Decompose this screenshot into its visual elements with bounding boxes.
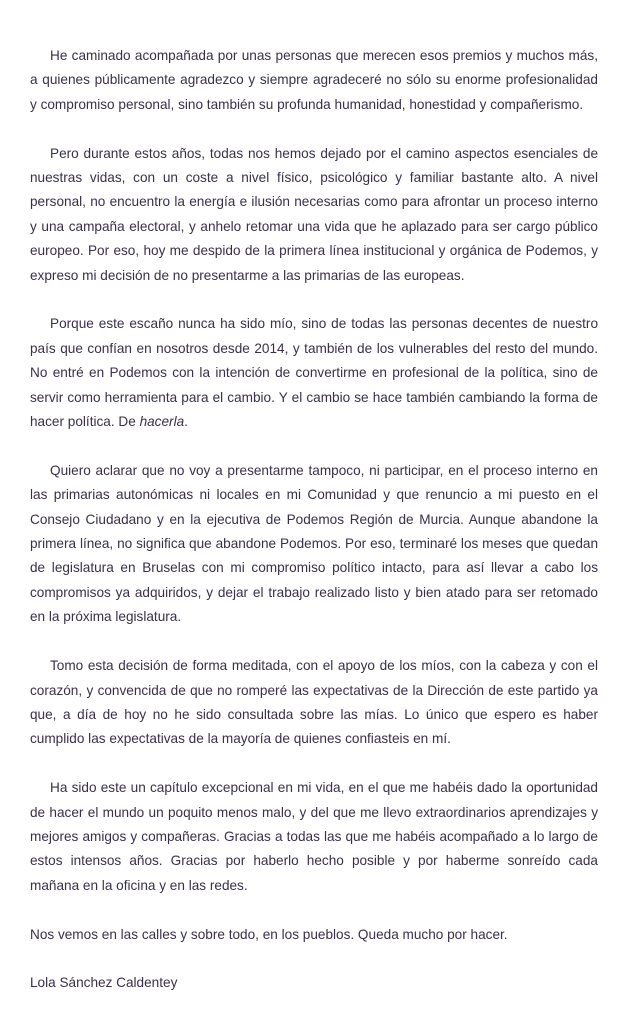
paragraph-6: Ha sido este un capítulo excepcional en mi vida, en el que me habéis dado la oportunidad de hacer el mundo un poquito menos malo, y del que me llevo extraordinarios aprendizajes y mejores amigos y compañeras. Gracias a todas las que me habéis acompañado a lo largo de estos intensos años. Gracias por haberlo hecho posible y por haberme sonreído cada mañana en la oficina y en las redes. [30, 780, 598, 893]
signature: Lola Sánchez Caldentey [30, 975, 178, 991]
paragraph-4: Quiero aclarar que no voy a presentarme tampoco, ni participar, en el proceso interno en las primarias autonómicas ni locales en mi Comunidad y que renuncio a mi puesto en el Consejo Ciudadano y en la ejecutiva de Podemos Región de Murcia. Aunque abandone la primera línea, no significa que abandone Podemos. Por eso, terminaré los meses que quedan de legislatura en Bruselas con mi compromiso político intacto, para así llevar a cabo los compromisos ya adquiridos, y dejar el trabajo realizado listo y bien atado para ser retomado en la próxima legislatura. [30, 462, 598, 625]
paragraph-3 [30, 312, 598, 434]
closing-line: Nos vemos en las calles y sobre todo, en los pueblos. Queda mucho por hacer. [30, 926, 508, 942]
paragraph-1: He caminado acompañada por unas personas que merecen esos premios y muchos más, a quienes públicamente agradezco y siempre agradeceré no sólo su enorme profesionalidad y compromiso personal, sino también su profunda humanidad, honestidad y compañerismo. [30, 48, 598, 112]
paragraph-5: Tomo esta decisión de forma meditada, con el apoyo de los míos, con la cabeza y con el corazón, y convencida de que no romperé las expectativas de la Dirección de este partido ya que, a día de hoy no he sido consultada sobre las mías. Lo único que espero es haber cumplido las expectativas de la mayoría de quienes confiasteis en mí. [30, 658, 598, 747]
paragraph-3-end: . [184, 414, 188, 430]
paragraph-3-emphasis: hacerla [139, 414, 185, 430]
paragraph-2: Pero durante estos años, todas nos hemos dejado por el camino aspectos esenciales de nuestras vidas, con un coste a nivel físico, psicológico y familiar bastante alto. A nivel personal, no encuentro la energía e ilusión necesarias como para afrontar un proceso interno y una campaña electoral, y anhelo retomar una vida que he aplazado para ser cargo público europeo. Por eso, hoy me despido de la primera línea institucional y orgánica de Podemos, y expreso mi decisión de no presentarme a las primarias de las europeas. [30, 145, 598, 283]
paragraph-3-text: Porque este escaño nunca ha sido mío, sino de todas las personas decentes de nuestro país que confían en nosotros desde 2014, y también de los vulnerables del resto del mundo. No entré en Podemos con la intención de convertirme en profesional de la política, sino de servir como herramienta para el cambio. Y el cambio se hace también cambiando la forma de hacer política. De [30, 316, 598, 430]
